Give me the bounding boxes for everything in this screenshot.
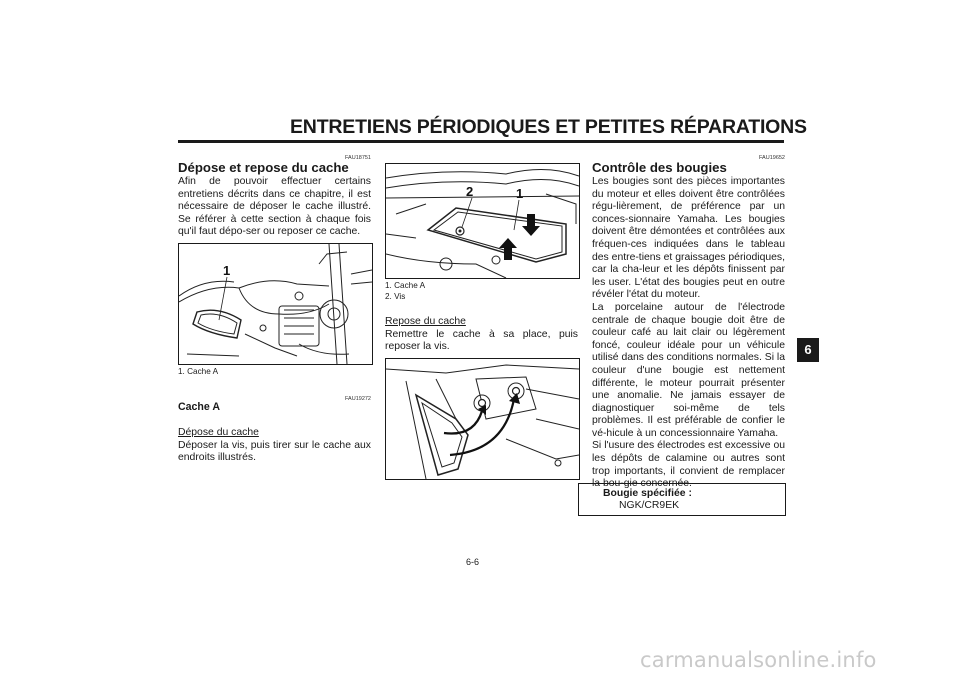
middle-column — [385, 280, 578, 354]
spark-plug-para-3: Si l'usure des électrodes est excessive ou les dépôts de calamine ou autres sont trop importants, il convient de remplacer la bou-gie concernée. — [592, 440, 785, 490]
figure2-callout-1: 1 — [516, 186, 524, 201]
page-header-title: ENTRETIENS PÉRIODIQUES ET PETITES RÉPARATIONS — [290, 116, 807, 138]
chapter-tab: 6 — [797, 338, 819, 362]
right-column — [592, 152, 785, 491]
spec-label: Bougie spécifiée : — [603, 488, 692, 499]
figure2-caption-2: 2. Vis — [385, 292, 406, 301]
subsection-ref-code: FAU19272 — [345, 396, 371, 402]
spark-plug-heading: Contrôle des bougies — [592, 160, 727, 175]
spec-value: NGK/CR9EK — [619, 500, 680, 511]
removal-text: Déposer la vis, puis tirer sur le cache aux endroits illustrés. — [178, 439, 371, 464]
header-divider — [178, 140, 784, 143]
cover-removal-illustration — [386, 359, 579, 479]
watermark-text: carmanualsonline.info — [640, 648, 877, 672]
spark-plug-spec-box — [578, 483, 786, 516]
motorcycle-illustration — [179, 244, 372, 364]
page-number: 6-6 — [466, 557, 480, 567]
figure-motorcycle-side — [178, 243, 373, 365]
figure-cover-screw — [385, 163, 580, 279]
spark-plug-para-2: La porcelaine autour de l'électrode centrale de chaque bougie doit être de couleur café au lait clair ou légèrement foncé, couleur idéale pour un véhicule utilisé dans des conditions normales. Si la couleur d'une bougie est nettement différente, le moteur pourrait présenter une anomalie. Ne jamais essayer de diagnostiquer soi-même de tels problèmes. Il est préférable de confier le vé-hicule à un concessionnaire Yamaha. — [592, 301, 785, 439]
cover-illustration — [386, 164, 579, 278]
figure-cover-removal — [385, 358, 580, 480]
spark-plug-para-1: Les bougies sont des pièces importantes du moteur et elles doivent être contrôlées régu-lièrement, de préférence par un conces-sionnaire Yamaha. Les bougies doivent être démontées et contrôlées aux fréquen-ces indiquées dans le tableau des entre-tiens et graissages périodiques, car la cha-leur et les dépôts finissent par les user. L'état des bougies peut en outre révéler l'état du moteur. — [592, 176, 785, 301]
left-column — [178, 152, 371, 239]
figure1-callout: 1 — [223, 263, 231, 278]
section-ref-code-spark: FAU19652 — [759, 155, 785, 161]
figure1-caption: 1. Cache A — [178, 367, 219, 376]
install-text: Remettre le cache à sa place, puis reposer la vis. — [385, 328, 578, 353]
figure2-caption-1: 1. Cache A — [385, 281, 426, 290]
intro-paragraph: Afin de pouvoir effectuer certains entretiens décrits dans ce chapitre, il est nécessaire de déposer le cache illustré. Se référer à cette section à chaque fois qu'il faut dépo-ser ou reposer ce cache. — [178, 176, 371, 238]
left-column-lower — [178, 366, 371, 465]
section-ref-code: FAU18751 — [345, 155, 371, 161]
section-heading: Dépose et repose du cache — [178, 160, 349, 175]
removal-title: Dépose du cache — [178, 427, 259, 438]
figure2-callout-2: 2 — [466, 184, 474, 199]
install-title: Repose du cache — [385, 316, 466, 327]
subsection-heading: Cache A — [178, 401, 220, 413]
